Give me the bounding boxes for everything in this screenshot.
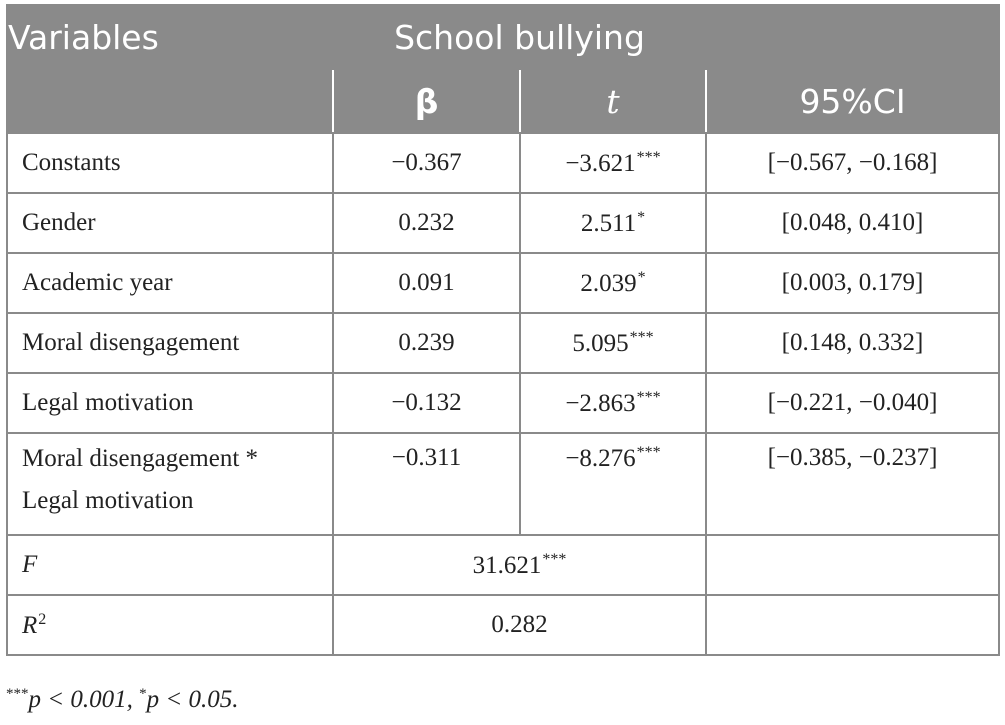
ci-value: [−0.385, −0.237] [706, 433, 999, 535]
beta-value: 0.239 [333, 313, 520, 373]
row-label: Legal motivation [7, 373, 333, 433]
table-row [7, 313, 999, 373]
beta-value: −0.311 [333, 433, 520, 535]
header-row-2 [7, 69, 999, 133]
footnote-sig1: *** [6, 686, 29, 702]
t-value-cell [520, 313, 706, 373]
significance-mark: *** [629, 328, 654, 346]
row-label: Gender [7, 193, 333, 253]
row-label: Moral disengagement [7, 313, 333, 373]
row-label [7, 433, 333, 535]
ci-value: [0.048, 0.410] [706, 193, 999, 253]
r2-blank-cell [706, 595, 999, 655]
significance-mark: *** [636, 388, 661, 406]
r2-exponent: 2 [38, 610, 47, 628]
t-header: t [520, 69, 706, 133]
header-row-1 [7, 5, 999, 69]
r2-label-cell [7, 595, 333, 655]
f-value: 31.621 [472, 551, 542, 579]
header-blank-cell [706, 5, 999, 69]
t-value-cell [520, 433, 706, 535]
regression-table [6, 4, 1000, 656]
beta-value: 0.091 [333, 253, 520, 313]
ci-value: [−0.221, −0.040] [706, 373, 999, 433]
table-row [7, 133, 999, 193]
t-value: 2.511 [580, 209, 637, 237]
header-blank-variables [7, 69, 333, 133]
ci-value: [−0.567, −0.168] [706, 133, 999, 193]
t-value: −8.276 [565, 445, 636, 472]
beta-value: −0.367 [333, 133, 520, 193]
school-bullying-header: School bullying [333, 5, 706, 69]
r2-row [7, 595, 999, 655]
r2-label: R [22, 611, 38, 639]
row-label: Constants [7, 133, 333, 193]
table-footnote [6, 686, 239, 714]
row-label-line2: Legal motivation [22, 487, 194, 514]
t-value: −2.863 [565, 389, 636, 417]
t-value-cell [520, 193, 706, 253]
r2-value: 0.282 [333, 595, 706, 655]
significance-mark: * [637, 268, 646, 286]
significance-mark: * [637, 208, 646, 226]
significance-mark: *** [542, 550, 567, 568]
beta-header: β [333, 69, 520, 133]
t-value-cell [520, 373, 706, 433]
f-blank-cell [706, 535, 999, 595]
t-value-cell [520, 133, 706, 193]
significance-mark: *** [636, 444, 661, 461]
ci-value: [0.148, 0.332] [706, 313, 999, 373]
table-row [7, 433, 999, 535]
footnote-sig2: * [139, 686, 147, 702]
footnote-text1: p < 0.001, [28, 686, 140, 713]
f-label: F [7, 535, 333, 595]
table-row [7, 193, 999, 253]
significance-mark: *** [636, 148, 661, 166]
beta-value: 0.232 [333, 193, 520, 253]
footnote-text2: p < 0.05. [146, 686, 239, 713]
t-value: −3.621 [565, 149, 636, 177]
t-value: 2.039 [580, 269, 637, 297]
ci-value: [0.003, 0.179] [706, 253, 999, 313]
beta-value: −0.132 [333, 373, 520, 433]
ci-header: 95%CI [706, 69, 999, 133]
variables-header: Variables [7, 5, 333, 69]
row-label: Academic year [7, 253, 333, 313]
t-value: 5.095 [572, 329, 629, 357]
table-row [7, 253, 999, 313]
f-value-cell [333, 535, 706, 595]
row-label-line1: Moral disengagement * [22, 445, 259, 472]
f-row [7, 535, 999, 595]
t-value-cell [520, 253, 706, 313]
table-row [7, 373, 999, 433]
